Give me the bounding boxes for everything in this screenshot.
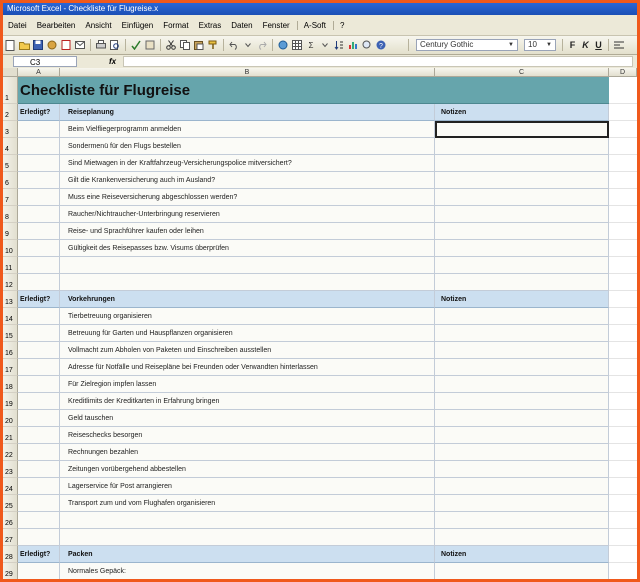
- section-header-row: [3, 104, 637, 121]
- print-preview-icon[interactable]: [109, 39, 121, 51]
- pdf-icon[interactable]: [60, 39, 72, 51]
- row-header[interactable]: 26: [3, 512, 18, 529]
- chart-icon[interactable]: [347, 39, 359, 51]
- table-row: [3, 325, 637, 342]
- row-header[interactable]: 6: [3, 172, 18, 189]
- empty-cell-d[interactable]: [609, 410, 637, 427]
- erledigt-checkbox-cell[interactable]: [18, 563, 60, 579]
- notes-cell[interactable]: [435, 478, 609, 495]
- empty-cell-d[interactable]: [609, 546, 637, 563]
- notes-cell[interactable]: [435, 325, 609, 342]
- chevron-down-icon[interactable]: [319, 39, 331, 51]
- task-cell[interactable]: Reise- und Sprachführer kaufen oder leihen: [60, 223, 435, 240]
- open-folder-icon[interactable]: [18, 39, 30, 51]
- row-header[interactable]: 27: [3, 529, 18, 546]
- chevron-down-icon: ▼: [546, 42, 552, 48]
- menu-fenster[interactable]: Fenster: [262, 20, 290, 30]
- table-row: [3, 563, 637, 579]
- hyperlink-icon[interactable]: [277, 39, 289, 51]
- section-header-row: [3, 546, 637, 563]
- erledigt-checkbox-cell[interactable]: [18, 274, 60, 291]
- table-row: [3, 495, 637, 512]
- erledigt-checkbox-cell[interactable]: [18, 427, 60, 444]
- select-all-corner[interactable]: [3, 68, 18, 77]
- task-cell[interactable]: [60, 257, 435, 274]
- column-header-c[interactable]: C: [435, 68, 609, 77]
- formula-input[interactable]: [123, 56, 633, 67]
- notes-cell[interactable]: [435, 427, 609, 444]
- notes-cell[interactable]: [435, 206, 609, 223]
- erledigt-checkbox-cell[interactable]: [18, 359, 60, 376]
- erledigt-checkbox-cell[interactable]: [18, 308, 60, 325]
- row-header[interactable]: 23: [3, 461, 18, 478]
- section-title-cell[interactable]: Packen: [60, 546, 435, 563]
- erledigt-checkbox-cell[interactable]: [18, 121, 60, 138]
- notes-cell[interactable]: [435, 359, 609, 376]
- task-cell[interactable]: Sondermenü für den Flugs bestellen: [60, 138, 435, 155]
- notizen-header-cell[interactable]: Notizen: [435, 546, 609, 563]
- empty-cell-d[interactable]: [609, 478, 637, 495]
- format-painter-icon[interactable]: [207, 39, 219, 51]
- task-cell[interactable]: Vollmacht zum Abholen von Paketen und Einschreiben ausstellen: [60, 342, 435, 359]
- undo-icon[interactable]: [228, 39, 240, 51]
- row-header[interactable]: 4: [3, 138, 18, 155]
- notes-cell[interactable]: [435, 495, 609, 512]
- erledigt-checkbox-cell[interactable]: [18, 393, 60, 410]
- notes-cell[interactable]: [435, 376, 609, 393]
- row-header[interactable]: 7: [3, 189, 18, 206]
- table-row: [3, 274, 637, 291]
- table-row: [3, 189, 637, 206]
- empty-cell-d[interactable]: [609, 342, 637, 359]
- task-cell[interactable]: Sind Mietwagen in der Kraftfahrzeug-Versicherungspolice mitversichert?: [60, 155, 435, 172]
- empty-cell-d[interactable]: [609, 223, 637, 240]
- empty-cell-d[interactable]: [609, 427, 637, 444]
- empty-cell-d[interactable]: [609, 77, 637, 104]
- table-row: [3, 138, 637, 155]
- align-left-icon[interactable]: [613, 39, 625, 51]
- table-row: [3, 257, 637, 274]
- row-header[interactable]: 2: [3, 104, 18, 121]
- toolbar-separator: [90, 39, 91, 51]
- title-row: [3, 77, 637, 104]
- empty-cell-d[interactable]: [609, 172, 637, 189]
- zoom-icon[interactable]: [361, 39, 373, 51]
- empty-cell-d[interactable]: [609, 291, 637, 308]
- toolbar-separator: [272, 39, 273, 51]
- empty-cell-d[interactable]: [609, 563, 637, 579]
- row-header[interactable]: 13: [3, 291, 18, 308]
- notes-cell[interactable]: [435, 274, 609, 291]
- task-cell[interactable]: Gilt die Krankenversicherung auch im Ausland?: [60, 172, 435, 189]
- sort-icon[interactable]: [333, 39, 345, 51]
- print-icon[interactable]: [95, 39, 107, 51]
- task-cell[interactable]: Muss eine Reiseversicherung abgeschlossen werden?: [60, 189, 435, 206]
- empty-cell-d[interactable]: [609, 257, 637, 274]
- row-header[interactable]: 24: [3, 478, 18, 495]
- erledigt-header-cell[interactable]: Erledigt?: [18, 546, 60, 563]
- permission-icon[interactable]: [46, 39, 58, 51]
- font-name-select[interactable]: [416, 39, 518, 51]
- new-file-icon[interactable]: [4, 39, 16, 51]
- sheet-title: Checkliste für Flugreise: [20, 81, 191, 99]
- standard-toolbar: [3, 36, 637, 55]
- row-header[interactable]: 20: [3, 410, 18, 427]
- task-cell[interactable]: Beim Vielfliegerprogramm anmelden: [60, 121, 435, 138]
- erledigt-checkbox-cell[interactable]: [18, 512, 60, 529]
- empty-cell-d[interactable]: [609, 138, 637, 155]
- row-header[interactable]: 5: [3, 155, 18, 172]
- notes-cell[interactable]: [435, 121, 609, 138]
- task-cell[interactable]: Transport zum und vom Flughafen organisieren: [60, 495, 435, 512]
- row-header[interactable]: 15: [3, 325, 18, 342]
- empty-cell-d[interactable]: [609, 104, 637, 121]
- erledigt-checkbox-cell[interactable]: [18, 461, 60, 478]
- paste-icon[interactable]: [193, 39, 205, 51]
- chevron-down-icon: ▼: [508, 42, 514, 48]
- notes-cell[interactable]: [435, 512, 609, 529]
- font-name-value: Century Gothic: [420, 40, 474, 49]
- task-cell[interactable]: [60, 512, 435, 529]
- table-row: [3, 359, 637, 376]
- erledigt-checkbox-cell[interactable]: [18, 376, 60, 393]
- italic-button[interactable]: K: [582, 40, 589, 50]
- help-icon[interactable]: [375, 39, 387, 51]
- section-header-row: [3, 291, 637, 308]
- row-header[interactable]: 11: [3, 257, 18, 274]
- notes-cell[interactable]: [435, 257, 609, 274]
- notes-cell[interactable]: [435, 563, 609, 579]
- row-header[interactable]: 17: [3, 359, 18, 376]
- task-cell[interactable]: Gültigkeit des Reisepasses bzw. Visums überprüfen: [60, 240, 435, 257]
- empty-cell-d[interactable]: [609, 512, 637, 529]
- notes-cell[interactable]: [435, 155, 609, 172]
- save-icon[interactable]: [32, 39, 44, 51]
- table-row: [3, 427, 637, 444]
- empty-cell-d[interactable]: [609, 121, 637, 138]
- sheet-title-cell[interactable]: [18, 77, 609, 104]
- erledigt-header-cell[interactable]: Erledigt?: [18, 104, 60, 121]
- task-cell[interactable]: Adresse für Notfälle und Reisepläne bei Freunden oder Verwandten hinterlassen: [60, 359, 435, 376]
- empty-cell-d[interactable]: [609, 189, 637, 206]
- menu-datei[interactable]: Datei: [8, 20, 27, 30]
- notes-cell[interactable]: [435, 240, 609, 257]
- svg-text:?: ?: [379, 43, 383, 50]
- task-cell[interactable]: Für Zielregion impfen lassen: [60, 376, 435, 393]
- task-cell[interactable]: Tierbetreuung organisieren: [60, 308, 435, 325]
- copy-icon[interactable]: [179, 39, 191, 51]
- erledigt-checkbox-cell[interactable]: [18, 206, 60, 223]
- notes-cell[interactable]: [435, 189, 609, 206]
- task-cell[interactable]: [60, 529, 435, 546]
- row-header[interactable]: 14: [3, 308, 18, 325]
- function-icon[interactable]: fx: [109, 57, 117, 66]
- menu-extras[interactable]: Extras: [198, 20, 222, 30]
- table-row: [3, 155, 637, 172]
- email-icon[interactable]: [74, 39, 86, 51]
- table-row: [3, 444, 637, 461]
- research-icon[interactable]: [144, 39, 156, 51]
- chevron-down-icon[interactable]: [242, 39, 254, 51]
- task-cell[interactable]: Rechnungen bezahlen: [60, 444, 435, 461]
- task-cell[interactable]: Zeitungen vorübergehend abbestellen: [60, 461, 435, 478]
- empty-cell-d[interactable]: [609, 444, 637, 461]
- name-box[interactable]: C3: [13, 56, 77, 67]
- menu-bar: [3, 15, 637, 36]
- row-header[interactable]: 21: [3, 427, 18, 444]
- notes-cell[interactable]: [435, 138, 609, 155]
- row-header[interactable]: 3: [3, 121, 18, 138]
- erledigt-checkbox-cell[interactable]: [18, 478, 60, 495]
- empty-cell-d[interactable]: [609, 240, 637, 257]
- notes-cell[interactable]: [435, 444, 609, 461]
- table-row: [3, 308, 637, 325]
- toolbar-separator: [562, 39, 563, 51]
- notes-cell[interactable]: [435, 342, 609, 359]
- row-header[interactable]: 8: [3, 206, 18, 223]
- notizen-header-cell[interactable]: Notizen: [435, 291, 609, 308]
- empty-cell-d[interactable]: [609, 155, 637, 172]
- erledigt-checkbox-cell[interactable]: [18, 410, 60, 427]
- menu-einfuegen[interactable]: Einfügen: [121, 20, 154, 30]
- row-header[interactable]: 1: [3, 77, 18, 104]
- empty-cell-d[interactable]: [609, 495, 637, 512]
- notizen-header-cell[interactable]: Notizen: [435, 104, 609, 121]
- font-size-select[interactable]: [524, 39, 556, 51]
- erledigt-checkbox-cell[interactable]: [18, 240, 60, 257]
- notes-cell[interactable]: [435, 461, 609, 478]
- row-header[interactable]: 29: [3, 563, 18, 579]
- menu-a-soft[interactable]: A-Soft: [297, 21, 331, 30]
- notes-cell[interactable]: [435, 223, 609, 240]
- table-icon[interactable]: [291, 39, 303, 51]
- task-cell[interactable]: [60, 274, 435, 291]
- notes-cell[interactable]: [435, 393, 609, 410]
- table-row: [3, 529, 637, 546]
- table-row: [3, 376, 637, 393]
- notes-cell[interactable]: [435, 410, 609, 427]
- menu-ansicht[interactable]: Ansicht: [85, 20, 112, 30]
- table-row: [3, 121, 637, 138]
- table-row: [3, 240, 637, 257]
- row-header[interactable]: 12: [3, 274, 18, 291]
- column-header-a[interactable]: A: [18, 68, 60, 77]
- bold-button[interactable]: F: [569, 40, 576, 50]
- table-row: [3, 478, 637, 495]
- erledigt-checkbox-cell[interactable]: [18, 189, 60, 206]
- underline-button[interactable]: U: [595, 40, 602, 50]
- task-cell[interactable]: Normales Gepäck:: [60, 563, 435, 579]
- window-title: Microsoft Excel - Checkliste für Flugreise.x: [3, 3, 637, 15]
- empty-cell-d[interactable]: [609, 274, 637, 291]
- table-row: [3, 206, 637, 223]
- erledigt-checkbox-cell[interactable]: [18, 529, 60, 546]
- erledigt-checkbox-cell[interactable]: [18, 325, 60, 342]
- notes-cell[interactable]: [435, 172, 609, 189]
- column-header-d[interactable]: D: [609, 68, 637, 77]
- erledigt-checkbox-cell[interactable]: [18, 342, 60, 359]
- table-row: [3, 342, 637, 359]
- row-header[interactable]: 16: [3, 342, 18, 359]
- menu-format[interactable]: Format: [163, 20, 189, 30]
- empty-cell-d[interactable]: [609, 461, 637, 478]
- toolbar-separator: [125, 39, 126, 51]
- table-row: [3, 410, 637, 427]
- erledigt-checkbox-cell[interactable]: [18, 223, 60, 240]
- row-header[interactable]: 22: [3, 444, 18, 461]
- formula-bar: [3, 55, 637, 69]
- empty-cell-d[interactable]: [609, 325, 637, 342]
- toolbar-separator: [160, 39, 161, 51]
- empty-cell-d[interactable]: [609, 308, 637, 325]
- row-header[interactable]: 28: [3, 546, 18, 563]
- empty-cell-d[interactable]: [609, 206, 637, 223]
- row-header[interactable]: 9: [3, 223, 18, 240]
- menu-daten[interactable]: Daten: [231, 20, 253, 30]
- task-cell[interactable]: Reiseschecks besorgen: [60, 427, 435, 444]
- empty-cell-d[interactable]: [609, 529, 637, 546]
- worksheet: [3, 68, 637, 579]
- task-cell[interactable]: Lagerservice für Post arrangieren: [60, 478, 435, 495]
- erledigt-checkbox-cell[interactable]: [18, 172, 60, 189]
- empty-cell-d[interactable]: [609, 359, 637, 376]
- erledigt-checkbox-cell[interactable]: [18, 155, 60, 172]
- toolbar-separator: [408, 39, 409, 51]
- task-cell[interactable]: Geld tauschen: [60, 410, 435, 427]
- erledigt-checkbox-cell[interactable]: [18, 444, 60, 461]
- cut-icon[interactable]: [165, 39, 177, 51]
- table-row: [3, 223, 637, 240]
- section-title-cell[interactable]: Reiseplanung: [60, 104, 435, 121]
- empty-cell-d[interactable]: [609, 376, 637, 393]
- column-header-b[interactable]: B: [60, 68, 435, 77]
- task-cell[interactable]: Kreditlimits der Kreditkarten in Erfahrung bringen: [60, 393, 435, 410]
- menu-bearbeiten[interactable]: Bearbeiten: [36, 20, 76, 30]
- erledigt-header-cell[interactable]: Erledigt?: [18, 291, 60, 308]
- notes-cell[interactable]: [435, 308, 609, 325]
- erledigt-checkbox-cell[interactable]: [18, 138, 60, 155]
- row-header[interactable]: 19: [3, 393, 18, 410]
- table-row: [3, 393, 637, 410]
- erledigt-checkbox-cell[interactable]: [18, 495, 60, 512]
- table-row: [3, 172, 637, 189]
- empty-cell-d[interactable]: [609, 393, 637, 410]
- toolbar-separator: [223, 39, 224, 51]
- task-cell[interactable]: Betreuung für Garten und Hauspflanzen organisieren: [60, 325, 435, 342]
- row-header[interactable]: 18: [3, 376, 18, 393]
- task-cell[interactable]: Raucher/Nichtraucher-Unterbringung reservieren: [60, 206, 435, 223]
- spelling-icon[interactable]: [130, 39, 142, 51]
- row-header[interactable]: 10: [3, 240, 18, 257]
- table-row: [3, 461, 637, 478]
- font-size-value: 10: [528, 40, 537, 49]
- notes-cell[interactable]: [435, 529, 609, 546]
- excel-window: [3, 3, 637, 579]
- section-title-cell[interactable]: Vorkehrungen: [60, 291, 435, 308]
- toolbar-separator: [608, 39, 609, 51]
- table-row: [3, 512, 637, 529]
- redo-icon[interactable]: [256, 39, 268, 51]
- row-header[interactable]: 25: [3, 495, 18, 512]
- menu-help[interactable]: ?: [333, 21, 349, 30]
- erledigt-checkbox-cell[interactable]: [18, 257, 60, 274]
- autosum-icon[interactable]: Σ: [308, 40, 314, 50]
